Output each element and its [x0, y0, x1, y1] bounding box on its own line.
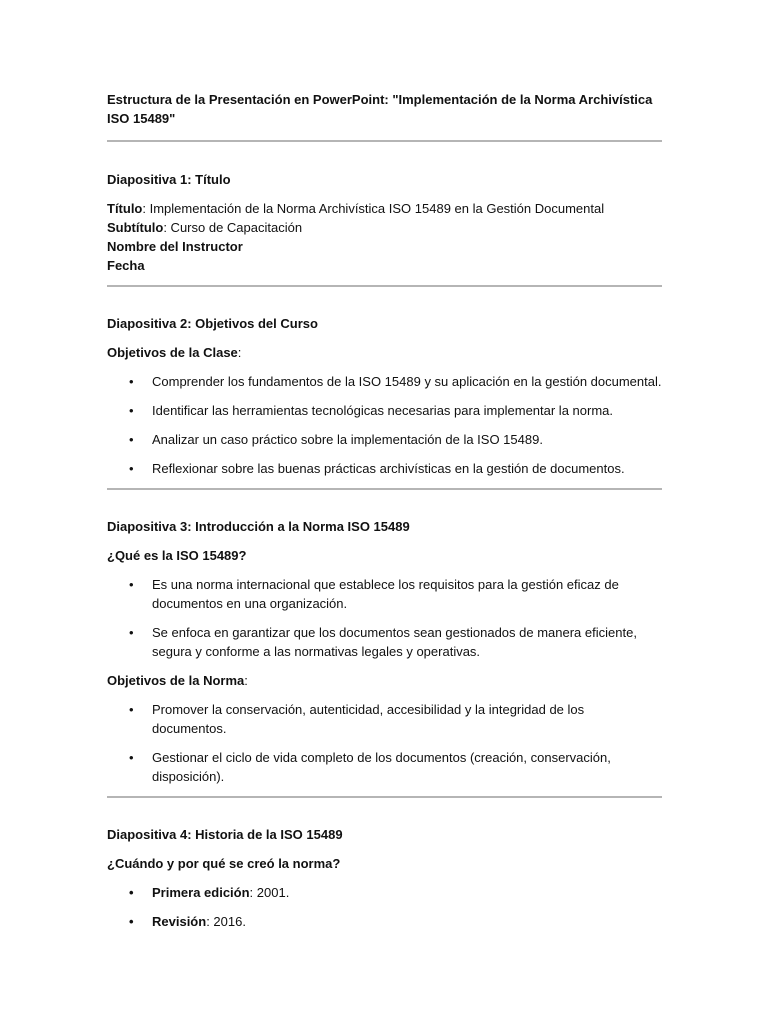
slide-1-section: [107, 170, 662, 275]
list-item-text: Se enfoca en garantizar que los documentos sean gestionados de manera eficiente, segura y conforme a las normativas legales y operativas.: [152, 625, 637, 659]
colon: :: [244, 673, 248, 688]
list-item-text: Gestionar el ciclo de vida completo de los documentos (creación, conservación, disposición).: [152, 750, 611, 784]
list-item: [107, 575, 662, 613]
list-item-text: Es una norma internacional que establece los requisitos para la gestión eficaz de documentos en una organización.: [152, 577, 619, 611]
slide-3-section: [107, 517, 662, 786]
class-objectives-intro: [107, 343, 662, 362]
bullet-icon: •: [129, 702, 134, 717]
history-list: [107, 883, 662, 931]
slide-4-heading: Diapositiva 4: Historia de la ISO 15489: [107, 827, 343, 842]
slide-1-subtitle-line: [107, 218, 662, 237]
document-title: Estructura de la Presentación en PowerPoint: "Implementación de la Norma Archivística ISO 15489": [107, 92, 653, 126]
norm-objectives-label: Objetivos de la Norma: [107, 673, 245, 688]
list-item-text: Promover la conservación, autenticidad, accesibilidad y la integridad de los documentos.: [152, 702, 585, 736]
document-content: [107, 90, 662, 931]
list-item-text: Comprender los fundamentos de la ISO 15489 y su aplicación en la gestión documental.: [152, 374, 662, 389]
list-item: [107, 912, 662, 931]
title-label: Título: [107, 201, 143, 216]
norm-objectives-intro: [107, 671, 662, 690]
slide-1-heading: Diapositiva 1: Título: [107, 172, 231, 187]
list-item: [107, 700, 662, 738]
list-item: [107, 459, 662, 478]
list-item: [107, 401, 662, 420]
title-value: : Implementación de la Norma Archivística ISO 15489 en la Gestión Documental: [142, 201, 605, 216]
when-why-question: ¿Cuándo y por qué se creó la norma?: [107, 856, 341, 871]
subtitle-label: Subtítulo: [107, 220, 164, 235]
date-label: Fecha: [107, 258, 145, 273]
bullet-icon: •: [129, 461, 134, 476]
list-item: [107, 883, 662, 902]
bullet-icon: •: [129, 403, 134, 418]
list-item: [107, 430, 662, 449]
slide-4-section: [107, 825, 662, 931]
list-item-text: Reflexionar sobre las buenas prácticas archivísticas en la gestión de documentos.: [152, 461, 625, 476]
what-is-question: ¿Qué es la ISO 15489?: [107, 548, 247, 563]
section-divider: [107, 796, 662, 798]
revision-value: : 2016.: [206, 914, 246, 929]
definition-list: [107, 575, 662, 661]
bullet-icon: •: [129, 750, 134, 765]
slide-2-heading: Diapositiva 2: Objetivos del Curso: [107, 316, 318, 331]
list-item: [107, 748, 662, 786]
slide-2-section: [107, 314, 662, 478]
subtitle-value: : Curso de Capacitación: [163, 220, 303, 235]
class-objectives-list: [107, 372, 662, 478]
first-edition-label: Primera edición: [152, 885, 250, 900]
list-item: [107, 372, 662, 391]
bullet-icon: •: [129, 625, 134, 640]
revision-label: Revisión: [152, 914, 207, 929]
bullet-icon: •: [129, 885, 134, 900]
norm-objectives-list: [107, 700, 662, 786]
bullet-icon: •: [129, 432, 134, 447]
bullet-icon: •: [129, 577, 134, 592]
list-item-text: Identificar las herramientas tecnológicas necesarias para implementar la norma.: [152, 403, 613, 418]
bullet-icon: •: [129, 914, 134, 929]
first-edition-value: : 2001.: [249, 885, 290, 900]
bullet-icon: •: [129, 374, 134, 389]
list-item: [107, 623, 662, 661]
colon: :: [237, 345, 242, 360]
class-objectives-label: Objetivos de la Clase: [107, 345, 238, 360]
list-item-text: Analizar un caso práctico sobre la implementación de la ISO 15489.: [152, 432, 543, 447]
slide-1-body: [107, 199, 662, 275]
slide-3-heading: Diapositiva 3: Introducción a la Norma ISO 15489: [107, 519, 410, 534]
instructor-name: Nombre del Instructor: [107, 239, 243, 254]
section-divider: [107, 285, 662, 287]
section-divider: [107, 140, 662, 142]
slide-1-title-line: [107, 199, 662, 218]
section-divider: [107, 488, 662, 490]
